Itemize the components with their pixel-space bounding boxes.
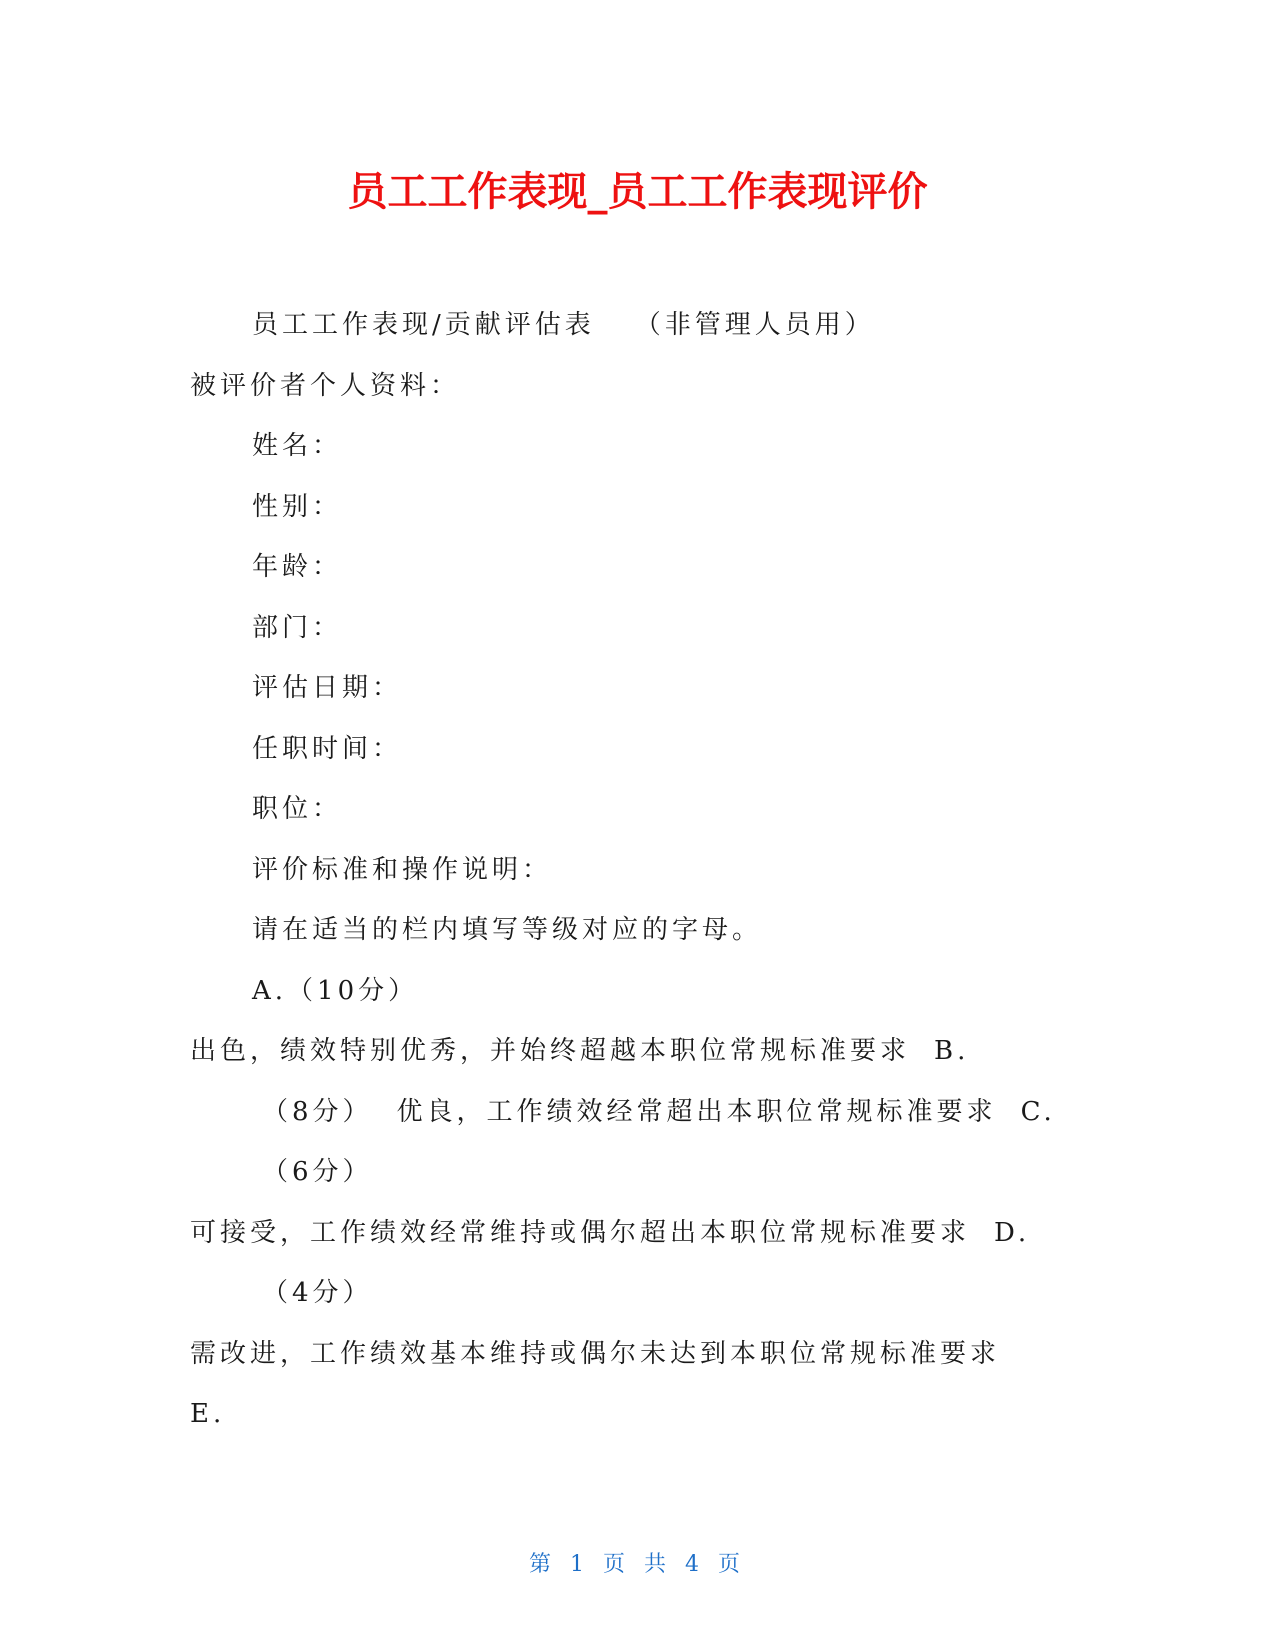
grade-d-letter: D. — [994, 1217, 1031, 1248]
grade-c-line — [190, 1203, 1070, 1264]
grade-a-label: A.（10分） — [252, 975, 419, 1006]
field-age: 年龄： — [252, 552, 343, 582]
form-subheading: （非管理人员用） — [634, 310, 875, 340]
grade-a-line — [190, 1021, 1070, 1082]
field-department: 部门： — [252, 612, 343, 643]
grade-b-letter: B. — [934, 1036, 970, 1066]
field-position: 职位： — [252, 794, 343, 824]
grade-b-desc: 优良，工作绩效经常超出本职位常规标准要求 — [396, 1096, 997, 1127]
field-gender: 性别： — [252, 491, 343, 522]
form-heading-line — [190, 295, 1070, 356]
grade-d-desc: 需改进，工作绩效基本维持或偶尔未达到本职位常规标准要求 — [190, 1338, 1001, 1369]
grade-d-score: （4分） — [262, 1278, 373, 1308]
document-body — [190, 295, 1070, 1445]
form-heading: 员工工作表现/贡献评估表 — [252, 310, 595, 340]
grade-a-desc: 出色，绩效特别优秀，并始终超越本职位常规标准要求 — [190, 1036, 911, 1066]
instructions-text: 请在适当的栏内填写等级对应的字母。 — [252, 915, 763, 945]
grade-c-letter: C. — [1020, 1096, 1056, 1127]
grade-c-desc: 可接受，工作绩效经常维持或偶尔超出本职位常规标准要求 — [190, 1217, 971, 1248]
profile-label: 被评价者个人资料： — [190, 370, 461, 401]
field-eval-date: 评估日期： — [252, 673, 403, 703]
field-name: 姓名： — [252, 431, 343, 461]
grade-e-letter: E. — [190, 1399, 226, 1429]
grade-c-score: （6分） — [262, 1157, 373, 1187]
grade-b-score: （8分） — [262, 1096, 373, 1127]
page-footer: 第 1 页 共 4 页 — [529, 1552, 746, 1577]
field-tenure: 任职时间： — [252, 733, 403, 764]
grade-b-line — [190, 1082, 1070, 1143]
document-title: 员工工作表现_员工工作表现评价 — [347, 169, 928, 215]
instructions-label: 评价标准和操作说明： — [252, 854, 553, 885]
